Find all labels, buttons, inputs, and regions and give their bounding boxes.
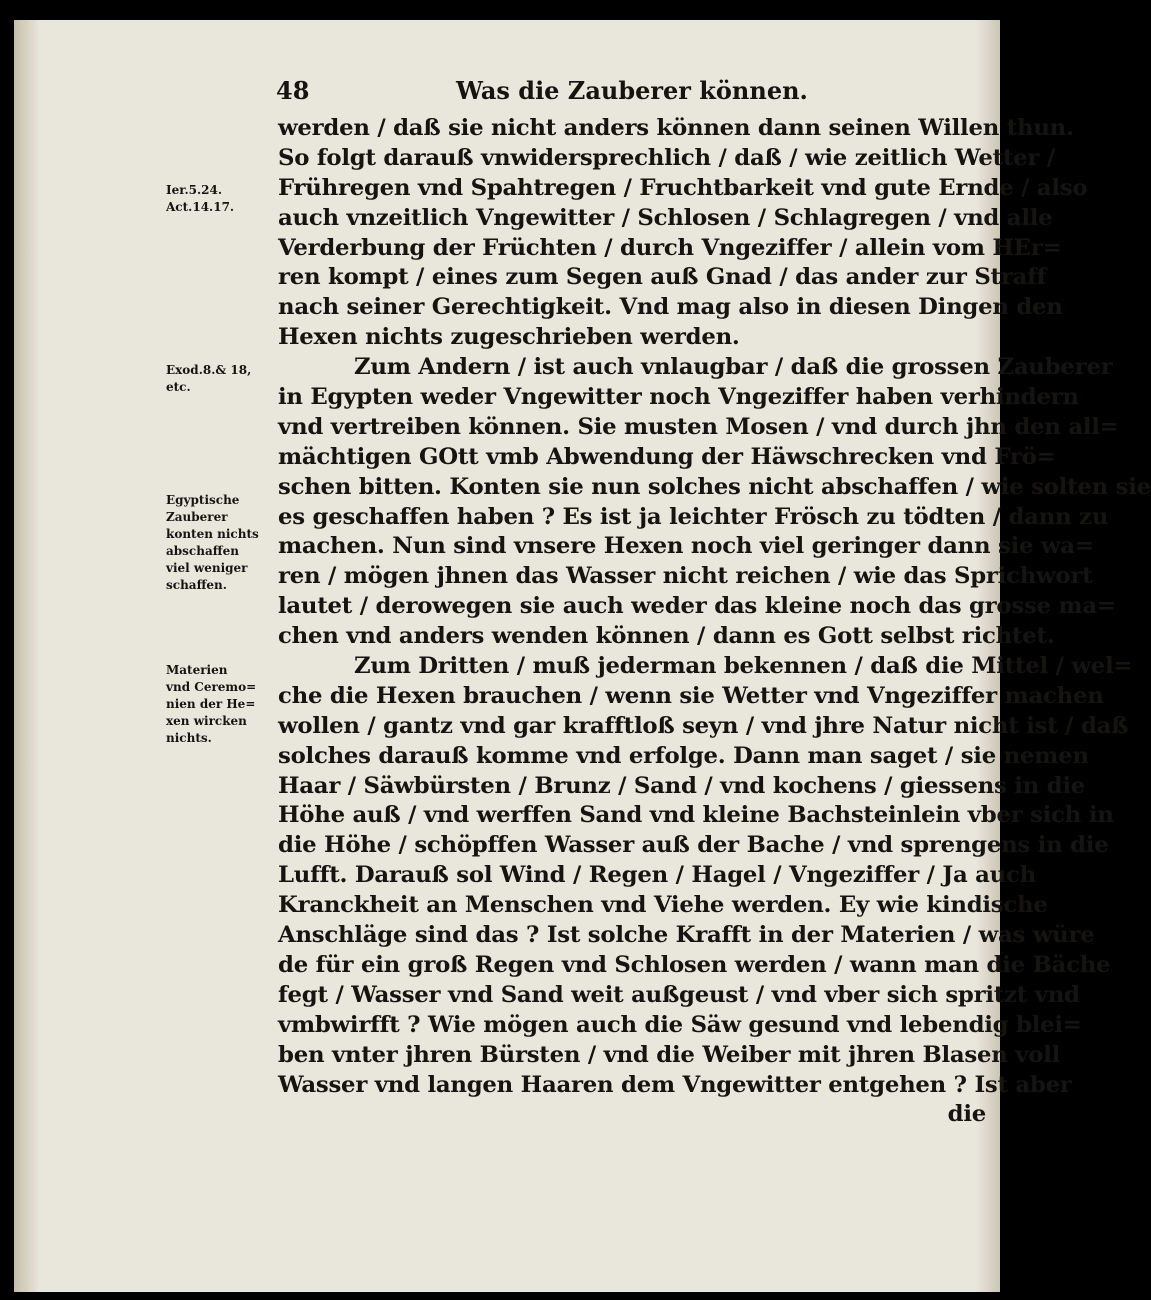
running-title: Was die Zauberer können. xyxy=(456,76,808,105)
text-line: lautet / derowegen sie auch weder das kleine noch das grosse ma= xyxy=(278,593,1116,620)
text-line: Lufft. Darauß sol Wind / Regen / Hagel / Vngeziffer / Ja auch xyxy=(278,862,1036,889)
text-line: Anschläge sind das ? Ist solche Krafft in der Materien / was würe xyxy=(278,922,1095,949)
text-line: solches darauß komme vnd erfolge. Dann man saget / sie nemen xyxy=(278,742,1089,769)
text-line: vnd vertreiben können. Sie musten Mosen / vnd durch jhn den all= xyxy=(278,413,1119,440)
main-text xyxy=(278,114,1151,1130)
text-line: Höhe auß / vnd werffen Sand vnd kleine Bachsteinlein vber sich in xyxy=(278,802,1114,829)
catchword: die xyxy=(947,1101,986,1128)
text-line: die Höhe / schöpffen Wasser auß der Bache / vnd sprengens in die xyxy=(278,832,1109,859)
page-header xyxy=(276,76,976,110)
margin-note-line: Act.14.17. xyxy=(166,200,235,214)
text-line: wollen / gantz vnd gar krafftloß seyn / vnd jhre Natur nicht ist / daß xyxy=(278,712,1129,739)
text-line: Verderbung der Früchten / durch Vngeziffer / allein vom HEr= xyxy=(278,234,1062,261)
text-line: auch vnzeitlich Vngewitter / Schlosen / Schlagregen / vnd alle xyxy=(278,204,1053,231)
margin-note-line: nien der He= xyxy=(166,697,256,711)
text-line: Haar / Säwbürsten / Brunz / Sand / vnd kochens / giessens in die xyxy=(278,772,1086,799)
margin-note-scripture-2 xyxy=(166,362,284,396)
text-line: schen bitten. Konten sie nun solches nicht abschaffen / wie solten sie xyxy=(278,473,1151,500)
margin-note-scripture-1 xyxy=(166,182,284,216)
page-number: 48 xyxy=(276,76,310,105)
margin-note-line: xen wircken xyxy=(166,714,247,728)
margin-note-line: Egyptische xyxy=(166,493,240,507)
margin-note-line: Exod.8.& 18, xyxy=(166,363,252,377)
margin-note-line: vnd Ceremo= xyxy=(166,680,257,694)
margin-note-line: abschaffen xyxy=(166,544,239,558)
text-line: mächtigen GOtt vmb Abwendung der Häwschrecken vnd Frö= xyxy=(278,443,1056,470)
margin-note-line: schaffen. xyxy=(166,578,227,592)
text-line: es geschaffen haben ? Es ist ja leichter Frösch zu tödten / dann zu xyxy=(278,503,1109,530)
text-line: nach seiner Gerechtigkeit. Vnd mag also in diesen Dingen den xyxy=(278,294,1063,321)
book-page xyxy=(14,20,1151,1292)
margin-note-line: viel weniger xyxy=(166,561,248,575)
text-line: che die Hexen brauchen / wenn sie Wetter vnd Vngeziffer machen xyxy=(278,682,1104,709)
text-line: ben vnter jhren Bürsten / vnd die Weiber mit jhren Blasen voll xyxy=(278,1041,1061,1068)
text-line: So folgt darauß vnwidersprechlich / daß / wie zeitlich Wetter / xyxy=(278,144,1055,171)
page-edge-shadow xyxy=(14,20,40,1292)
text-line: ren kompt / eines zum Segen auß Gnad / das ander zur Straff xyxy=(278,264,1047,291)
margin-note-line: Materien xyxy=(166,663,228,677)
text-line: de für ein groß Regen vnd Schlosen werden / wann man die Bäche xyxy=(278,951,1111,978)
text-line: Wasser vnd langen Haaren dem Vngewitter entgehen ? Ist aber xyxy=(278,1071,1072,1098)
text-line: Zum Andern / ist auch vnlaugbar / daß die grossen Zauberer xyxy=(354,354,1113,381)
text-line: fegt / Wasser vnd Sand weit außgeust / vnd vber sich spritzt vnd xyxy=(278,981,1080,1008)
text-line: Zum Dritten / muß jederman bekennen / daß die Mittel / wel= xyxy=(354,653,1133,680)
margin-note-line: Zauberer xyxy=(166,510,228,524)
margin-note-line: konten nichts xyxy=(166,527,259,541)
text-line: machen. Nun sind vnsere Hexen noch viel geringer dann sie wa= xyxy=(278,533,1094,560)
text-line: Hexen nichts zugeschrieben werden. xyxy=(278,324,740,351)
margin-note-materials xyxy=(166,662,284,747)
text-line: werden / daß sie nicht anders können dann seinen Willen thun. xyxy=(278,115,1074,141)
text-line: in Egypten weder Vngewitter noch Vngeziffer haben verhindern xyxy=(278,384,1079,411)
margin-note-line: Ier.5.24. xyxy=(166,183,223,197)
text-line: chen vnd anders wenden können / dann es Gott selbst richtet. xyxy=(278,623,1055,650)
text-line: ren / mögen jhnen das Wasser nicht reichen / wie das Sprichwort xyxy=(278,563,1093,590)
text-line: vmbwirfft ? Wie mögen auch die Säw gesund vnd lebendig blei= xyxy=(278,1011,1082,1038)
margin-note-line: nichts. xyxy=(166,731,212,745)
text-line: Frühregen vnd Spahtregen / Fruchtbarkeit vnd gute Ernde / also xyxy=(278,174,1088,201)
text-line: Kranckheit an Menschen vnd Viehe werden. Ey wie kindische xyxy=(278,892,1048,919)
margin-note-line: etc. xyxy=(166,380,191,394)
margin-note-egyptian-sorcerers xyxy=(166,492,284,594)
